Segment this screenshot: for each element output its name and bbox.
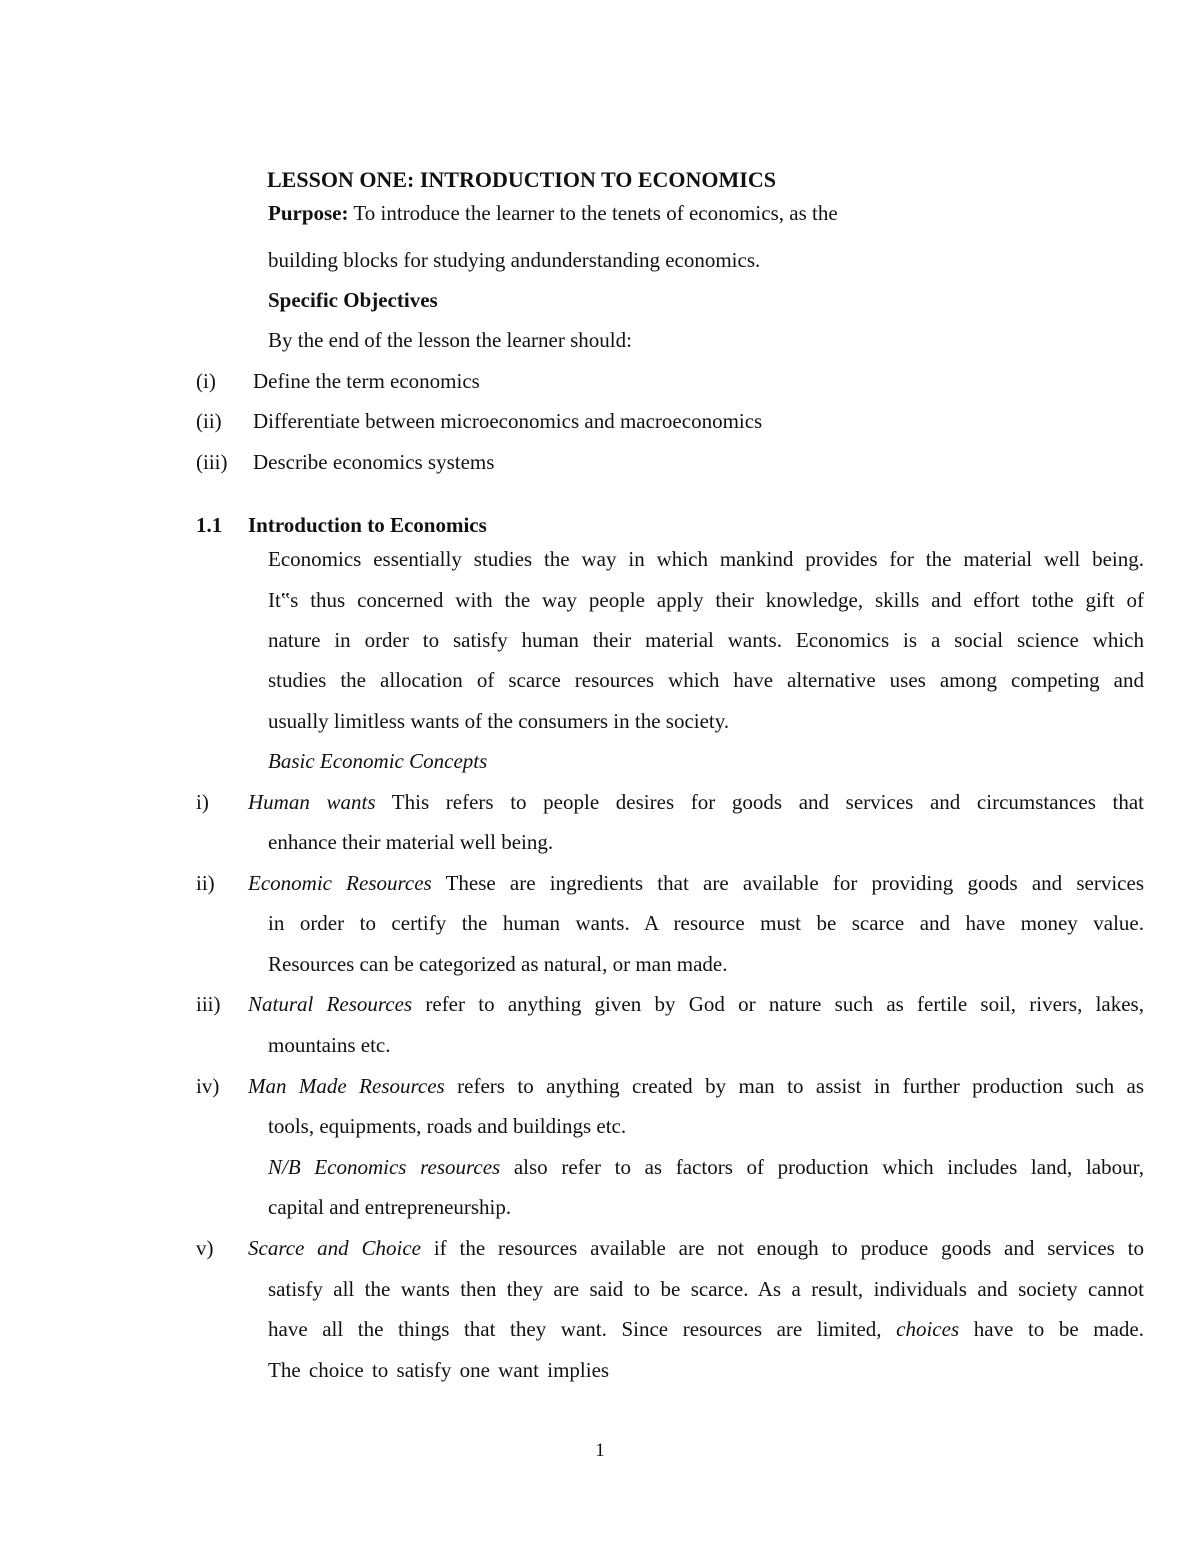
concept-first-line — [248, 991, 1144, 1017]
note-text: also refer to as factors of production which includes land, labour, — [513, 1155, 1145, 1179]
paragraph-line: usually limitless wants of the consumers in the society. — [268, 709, 730, 733]
concept-text: refers to anything created by man to assist in further production such as — [457, 1074, 1144, 1098]
concept-continuation: mountains etc. — [268, 1033, 391, 1057]
concept-text: if the resources available are not enough to produce goods and services to — [433, 1236, 1145, 1260]
concept-number: i) — [196, 790, 209, 814]
concept-continuation: in order to certify the human wants. A resource must be scarce and have money value. — [268, 911, 1144, 935]
concept-number: iii) — [196, 992, 221, 1016]
concept-number: ii) — [196, 871, 215, 895]
concept-number: v) — [196, 1236, 214, 1260]
concept-continuation — [268, 1316, 1144, 1342]
paragraph-line: It‟s thus concerned with the way people apply their knowledge, skills and effort tothe gift of — [268, 588, 1144, 612]
concept-first-line — [248, 870, 1144, 896]
section-title: Introduction to Economics — [248, 513, 487, 537]
concept-first-line — [248, 789, 1144, 815]
page-number: 1 — [595, 1440, 605, 1461]
concepts-subheading: Basic Economic Concepts — [268, 749, 488, 773]
concept-first-line — [248, 1235, 1144, 1261]
choices-emphasis: choices — [896, 1317, 960, 1341]
purpose-text-1: To introduce the learner to the tenets of economics, as the — [353, 201, 838, 225]
concept-continuation: tools, equipments, roads and buildings etc. — [268, 1114, 627, 1138]
objective-number: (ii) — [196, 409, 222, 433]
concept-text: refer to anything given by God or nature such as fertile soil, rivers, lakes, — [425, 992, 1144, 1016]
note-line-1 — [268, 1154, 1144, 1180]
objectives-intro: By the end of the lesson the learner should: — [268, 328, 632, 352]
concept-term: Natural Resources — [248, 992, 413, 1016]
purpose-line-1 — [268, 200, 838, 226]
concept-continuation: The choice to satisfy one want implies — [268, 1358, 610, 1382]
objective-number: (iii) — [196, 450, 228, 474]
concept-continuation: enhance their material well being. — [268, 830, 554, 854]
section-number: 1.1 — [196, 513, 223, 537]
concept-term: Economic Resources — [248, 871, 432, 895]
scarcity-text-post: have to be made. — [973, 1317, 1145, 1341]
paragraph-line: studies the allocation of scarce resources which have alternative uses among competing and — [268, 668, 1144, 692]
purpose-label: Purpose: — [268, 201, 349, 225]
concept-number: iv) — [196, 1074, 220, 1098]
objective-text: Define the term economics — [253, 369, 480, 393]
paragraph-line: Economics essentially studies the way in which mankind provides for the material well being. — [268, 547, 1144, 571]
objective-text: Differentiate between microeconomics and macroeconomics — [253, 409, 763, 433]
concept-term: Man Made Resources — [248, 1074, 445, 1098]
objectives-heading: Specific Objectives — [268, 288, 438, 312]
scarcity-text-pre: have all the things that they want. Since resources are limited, — [268, 1317, 882, 1341]
concept-continuation: satisfy all the wants then they are said to be scarce. As a result, individuals and society cannot — [268, 1277, 1144, 1301]
concept-term: Scarce and Choice — [248, 1236, 421, 1260]
objective-text: Describe economics systems — [253, 450, 495, 474]
objective-number: (i) — [196, 369, 216, 393]
note-term: N/B Economics resources — [268, 1155, 501, 1179]
concept-text: This refers to people desires for goods and services and circumstances that — [391, 790, 1145, 814]
concept-continuation: Resources can be categorized as natural, or man made. — [268, 952, 728, 976]
note-line-2: capital and entrepreneurship. — [268, 1195, 512, 1219]
paragraph-line: nature in order to satisfy human their material wants. Economics is a social science which — [268, 628, 1144, 652]
concept-first-line — [248, 1073, 1144, 1099]
purpose-line-2: building blocks for studying andunderstanding economics. — [268, 248, 761, 272]
concept-term: Human wants — [248, 790, 376, 814]
concept-text: These are ingredients that are available for providing goods and services — [445, 871, 1144, 895]
lesson-title: LESSON ONE: INTRODUCTION TO ECONOMICS — [267, 167, 776, 192]
